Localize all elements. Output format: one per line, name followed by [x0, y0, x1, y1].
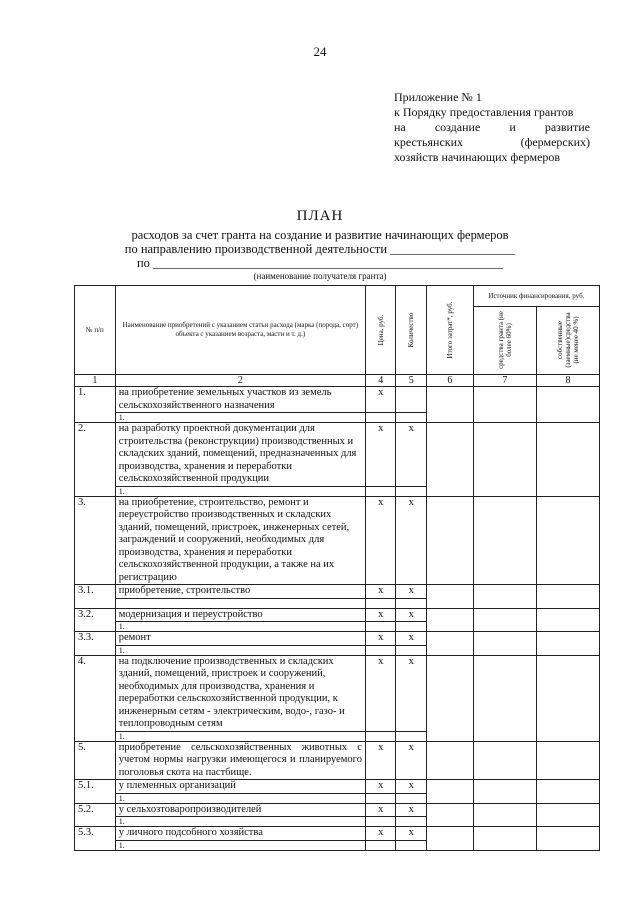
table-row: [75, 387, 600, 413]
page-number: 24: [313, 44, 327, 59]
row-sub-price: [365, 840, 396, 850]
column-number-row: [75, 375, 600, 387]
row-subitem: 1.: [115, 622, 365, 632]
row-price: х: [365, 608, 396, 622]
appendix-note: [394, 90, 590, 165]
col-number: 1: [75, 375, 116, 387]
row-own: [536, 423, 599, 497]
recipient-note: (наименование получателя гранта): [253, 271, 387, 281]
row-price: х: [365, 827, 396, 841]
row-total: [427, 608, 474, 632]
table-row: [75, 608, 600, 622]
table-row: [75, 655, 600, 731]
row-own: [536, 780, 599, 804]
row-own: [536, 585, 599, 609]
row-price: х: [365, 741, 396, 780]
row-grant: [473, 632, 536, 656]
header-total: Итого затрат*, руб.: [427, 286, 474, 375]
row-subitem: 1.: [115, 817, 365, 827]
row-number: 5.3.: [75, 827, 116, 851]
header-own: собственные (заемные)средства (не менее 40 %): [536, 307, 599, 375]
row-text: приобретение сельскохозяйственных животных с учетом нормы нагрузки имеющегося и планируемого поголовья скота на пастбище.: [115, 741, 365, 780]
plan-subtitle: расходов за счет гранта на создание и развитие начинающих фермеров: [131, 228, 509, 242]
row-price: х: [365, 780, 396, 794]
row-total: [427, 741, 474, 780]
row-own: [536, 741, 599, 780]
row-price: х: [365, 423, 396, 487]
row-sub-price: [365, 413, 396, 423]
plan-recipient-line: по ________________________________________________________: [136, 256, 504, 270]
row-sub-price: [365, 731, 396, 741]
row-qty: х: [396, 655, 427, 731]
row-number: 4.: [75, 655, 116, 741]
table-row: [75, 803, 600, 817]
row-text: на приобретение, строительство, ремонт и переустройство производственных и складских зданий, помещений, пристроек, инженерных сетей, заграждений и сооружений, необходимых для производства, хранения и переработки сельскохозяйственной продукции, а также на их регистрацию: [115, 496, 365, 585]
col-number: 7: [473, 375, 536, 387]
plan-table: [74, 285, 600, 851]
row-number: 5.2.: [75, 803, 116, 827]
row-sub-price: [365, 793, 396, 803]
row-grant: [473, 780, 536, 804]
row-total: [427, 632, 474, 656]
row-subitem: 1.: [115, 645, 365, 655]
row-number: 3.3.: [75, 632, 116, 656]
appendix-word: крестьянских: [394, 135, 464, 149]
row-sub-price: [365, 598, 396, 608]
row-text: у личного подсобного хозяйства: [115, 827, 365, 841]
table-row: [75, 741, 600, 780]
col-number: 2: [115, 375, 365, 387]
row-qty: х: [396, 496, 427, 585]
header-price: Цена, руб.: [365, 286, 396, 375]
row-qty: х: [396, 780, 427, 794]
row-sub-qty: [396, 645, 427, 655]
table-row: [75, 423, 600, 487]
row-subitem: 1.: [115, 413, 365, 423]
header-name: Наименование приобретений с указанием статьи расхода (марка (порода, сорт) объекта с указанием возраста, масти и т. д.): [115, 286, 365, 375]
appendix-line-1: Приложение № 1: [394, 90, 482, 104]
row-number: 5.1.: [75, 780, 116, 804]
row-subitem: 1.: [115, 731, 365, 741]
table-row: [75, 827, 600, 841]
row-sub-qty: [396, 817, 427, 827]
col-number: 8: [536, 375, 599, 387]
row-grant: [473, 827, 536, 851]
row-sub-qty: [396, 598, 427, 608]
row-own: [536, 827, 599, 851]
plan-direction: по направлению производственной деятельности ____________________: [124, 242, 516, 256]
row-text: на приобретение земельных участков из земель сельскохозяйственного назначения: [115, 387, 365, 413]
appendix-line-4: [394, 135, 590, 150]
row-subitem: 1.: [115, 793, 365, 803]
row-text: у племенных организаций: [115, 780, 365, 794]
col-number: 6: [427, 375, 474, 387]
row-total: [427, 655, 474, 741]
row-total: [427, 780, 474, 804]
header-num: № п/п: [75, 286, 116, 375]
row-sub-qty: [396, 793, 427, 803]
appendix-line-5: хозяйств начинающих фермеров: [394, 150, 561, 164]
row-total: [427, 585, 474, 609]
row-own: [536, 496, 599, 585]
row-text: модернизация и переустройство: [115, 608, 365, 622]
appendix-word: создание: [434, 120, 481, 134]
row-number: 2.: [75, 423, 116, 497]
row-subitem: 1.: [115, 486, 365, 496]
appendix-line-3: [394, 120, 590, 135]
row-number: 1.: [75, 387, 116, 423]
row-grant: [473, 741, 536, 780]
col-number: 4: [365, 375, 396, 387]
row-own: [536, 632, 599, 656]
row-own: [536, 387, 599, 423]
row-total: [427, 423, 474, 497]
row-qty: х: [396, 827, 427, 841]
row-own: [536, 655, 599, 741]
table-row: [75, 496, 600, 585]
row-text: ремонт: [115, 632, 365, 646]
row-qty: х: [396, 608, 427, 622]
appendix-word: и: [509, 120, 516, 134]
row-own: [536, 608, 599, 632]
row-own: [536, 803, 599, 827]
row-text: на подключение производственных и складских зданий, помещений, пристроек и сооружений, необходимых для производства, хранения и переработки сельскохозяйственной продукции, к инженерным сетям - электрическим, водо-, газо- и теплопроводным сетям: [115, 655, 365, 731]
row-number: 3.: [75, 496, 116, 585]
row-sub-price: [365, 622, 396, 632]
row-qty: х: [396, 423, 427, 487]
row-qty: х: [396, 741, 427, 780]
row-number: 3.1.: [75, 585, 116, 609]
row-qty: х: [396, 803, 427, 817]
row-grant: [473, 585, 536, 609]
header-qty: Количество: [396, 286, 427, 375]
appendix-line-2: к Порядку предоставления грантов: [394, 105, 574, 119]
table-row: [75, 585, 600, 599]
row-sub-qty: [396, 731, 427, 741]
table-row: [75, 632, 600, 646]
row-sub-price: [365, 645, 396, 655]
row-price: х: [365, 387, 396, 413]
row-total: [427, 496, 474, 585]
row-grant: [473, 655, 536, 741]
appendix-word: развитие: [544, 120, 590, 134]
appendix-word: на: [394, 120, 406, 134]
row-price: х: [365, 803, 396, 817]
row-qty: [396, 387, 427, 413]
row-total: [427, 803, 474, 827]
row-price: х: [365, 585, 396, 599]
row-price: х: [365, 496, 396, 585]
row-total: [427, 387, 474, 423]
header-grant: средства гранта (не более 60%): [473, 307, 536, 375]
row-price: х: [365, 655, 396, 731]
row-text: на разработку проектной документации для строительства (реконструкции) производственных и складских зданий, помещений, предназначенных для производства, хранения и переработки сельскохозяйственной продукции: [115, 423, 365, 487]
row-grant: [473, 496, 536, 585]
col-number: 5: [396, 375, 427, 387]
row-qty: х: [396, 632, 427, 646]
row-grant: [473, 387, 536, 423]
row-number: 5.: [75, 741, 116, 780]
appendix-word: (фермерских): [520, 135, 590, 149]
row-grant: [473, 803, 536, 827]
row-sub-qty: [396, 413, 427, 423]
header-row: [75, 286, 600, 307]
row-grant: [473, 423, 536, 497]
table-row: [75, 780, 600, 794]
row-sub-price: [365, 817, 396, 827]
row-text: приобретение, строительство: [115, 585, 365, 599]
row-number: 3.2.: [75, 608, 116, 632]
row-total: [427, 827, 474, 851]
header-sources: Источник финансирования, руб.: [473, 286, 599, 307]
row-subitem: [115, 598, 365, 608]
row-grant: [473, 608, 536, 632]
row-price: х: [365, 632, 396, 646]
row-sub-price: [365, 486, 396, 496]
row-sub-qty: [396, 486, 427, 496]
row-sub-qty: [396, 622, 427, 632]
row-subitem: 1.: [115, 840, 365, 850]
row-text: у сельхозтоваропроизводителей: [115, 803, 365, 817]
row-sub-qty: [396, 840, 427, 850]
plan-title: ПЛАН: [296, 208, 344, 224]
row-qty: х: [396, 585, 427, 599]
